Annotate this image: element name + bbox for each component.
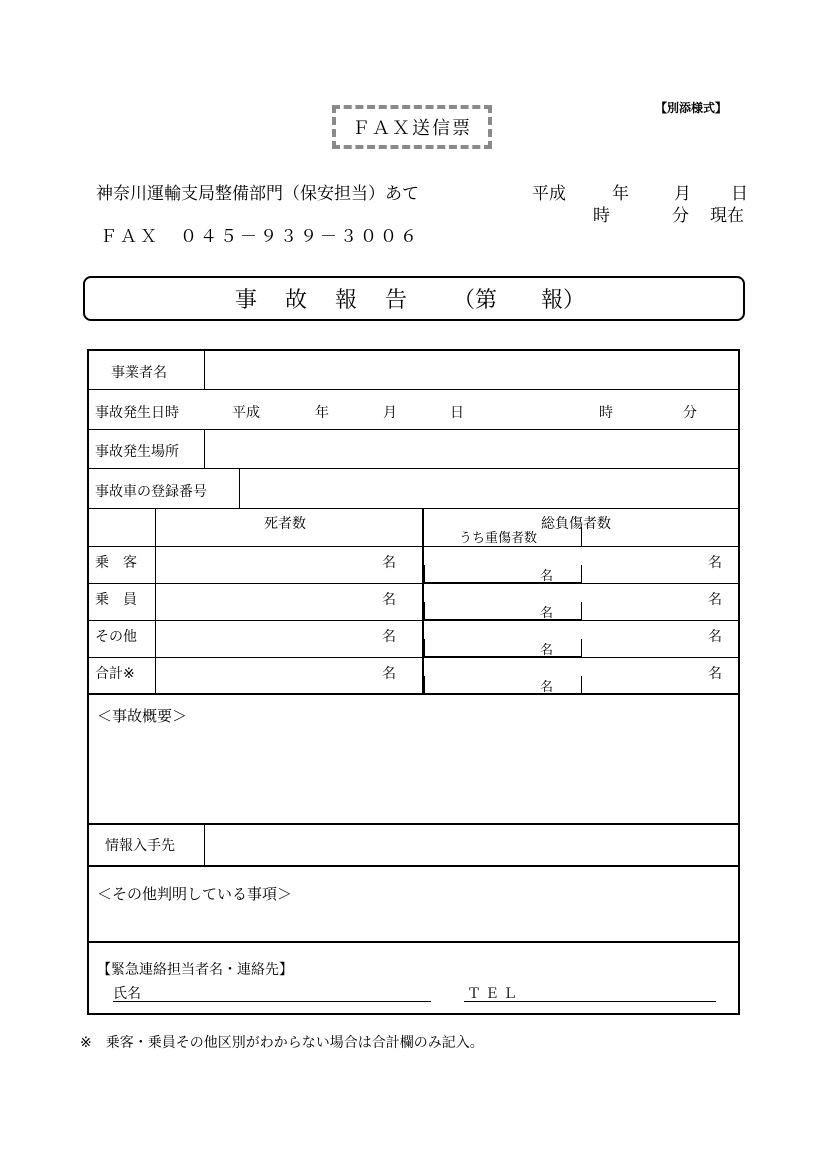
time-current: 現在 <box>710 206 744 226</box>
deaths-unit: 名 <box>382 592 396 608</box>
fax-title <box>332 105 492 149</box>
deaths-unit: 名 <box>382 629 396 645</box>
report-number-close: 報） <box>541 288 586 313</box>
datetime-hour: 時 <box>599 405 613 421</box>
injured-unit: 名 <box>708 555 722 571</box>
serious-unit: 名 <box>540 569 554 584</box>
datetime-month: 月 <box>383 405 397 421</box>
time-hour: 時 <box>593 206 610 226</box>
serious-unit: 名 <box>540 606 554 621</box>
date-year: 年 <box>612 184 629 204</box>
datetime-year: 年 <box>315 405 329 421</box>
accident-summary-label: ＜事故概要＞ <box>97 707 188 725</box>
date-era: 平成 <box>532 184 566 204</box>
accident-report-form <box>87 349 740 1015</box>
deaths-unit: 名 <box>382 555 396 571</box>
total-injured-header: 総負傷者数 <box>541 516 611 532</box>
serious-unit: 名 <box>540 643 554 658</box>
datetime-minute: 分 <box>683 405 697 421</box>
report-title-box <box>83 276 745 321</box>
injured-unit: 名 <box>708 629 722 645</box>
fax-number: ＦＡＸ ０４５－９３９－３００６ <box>100 227 420 247</box>
contact-name-label: 氏名 <box>113 986 141 1002</box>
attachment-label: 【別添様式】 <box>655 101 728 115</box>
operator-name-label: 事業者名 <box>111 365 167 381</box>
report-title: 事故報告 <box>235 288 436 313</box>
date-day: 日 <box>731 184 748 204</box>
serious-unit: 名 <box>540 680 554 695</box>
information-source-label: 情報入手先 <box>105 838 175 854</box>
row-label-total: 合計※ <box>95 666 135 682</box>
contact-tel-label: ＴＥＬ <box>467 986 521 1002</box>
injured-unit: 名 <box>708 666 722 682</box>
row-label-crew: 乗 員 <box>95 592 137 608</box>
deaths-unit: 名 <box>382 666 396 682</box>
serious-injured-header: うち重傷者数 <box>459 531 538 546</box>
accident-datetime-label: 事故発生日時 <box>95 405 179 421</box>
date-month: 月 <box>674 184 691 204</box>
recipient: 神奈川運輸支局整備部門（保安担当）あて <box>96 184 419 204</box>
other-facts-label: ＜その他判明している事項＞ <box>97 885 293 903</box>
time-minute: 分 <box>672 206 689 226</box>
report-number-open: （第 <box>453 288 498 313</box>
emergency-contact-heading: 【緊急連絡担当者名・連絡先】 <box>97 962 293 978</box>
footnote: ※ 乗客・乗員その他区別がわからない場合は合計欄のみ記入。 <box>80 1035 484 1051</box>
fax-title-text: ＦＡＸ送信票 <box>352 118 472 139</box>
vehicle-registration-label: 事故車の登録番号 <box>95 484 207 500</box>
datetime-day: 日 <box>450 405 464 421</box>
row-label-passengers: 乗 客 <box>95 555 137 571</box>
row-label-other: その他 <box>95 629 137 645</box>
injured-unit: 名 <box>708 592 722 608</box>
datetime-era: 平成 <box>232 405 260 421</box>
accident-place-label: 事故発生場所 <box>95 444 179 460</box>
deaths-header: 死者数 <box>264 516 306 532</box>
